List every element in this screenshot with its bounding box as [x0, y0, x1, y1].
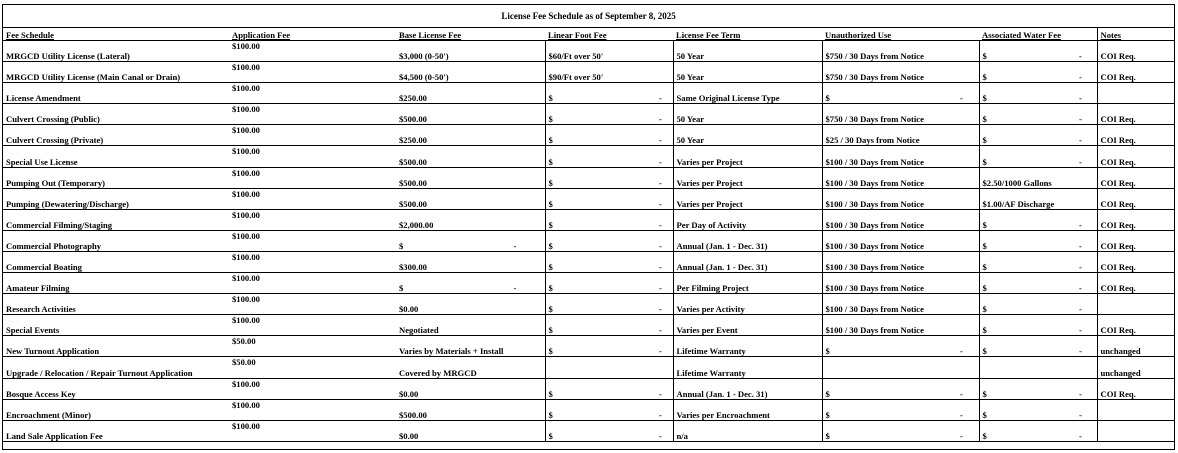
fee-name-cell: Pumping Out (Temporary) — [3, 167, 229, 188]
license-fee-term-cell: Varies per Project — [673, 188, 822, 209]
header-notes: Notes — [1097, 28, 1174, 41]
unauthorized-use-cell: $100 / 30 Days from Notice — [822, 230, 979, 251]
unauthorized-use-cell: $ - — [822, 378, 979, 399]
application-fee-cell: $50.00 — [229, 336, 396, 357]
unauthorized-use-cell: $750 / 30 Days from Notice — [822, 104, 979, 125]
unauthorized-use-cell: $ - — [822, 399, 979, 420]
fee-name-cell: Pumping (Dewatering/Discharge) — [3, 188, 229, 209]
unauthorized-use-cell: $25 / 30 Days from Notice — [822, 125, 979, 146]
fee-schedule-sheet — [2, 4, 1175, 450]
linear-foot-fee-cell: $ - — [545, 188, 673, 209]
application-fee-cell: $100.00 — [229, 125, 396, 146]
license-fee-term-cell: Lifetime Warranty — [673, 357, 822, 378]
notes-cell: unchanged — [1097, 336, 1174, 357]
associated-water-fee-cell: $ - — [979, 399, 1097, 420]
notes-cell: COI Req. — [1097, 167, 1174, 188]
unauthorized-use-cell: $100 / 30 Days from Notice — [822, 188, 979, 209]
linear-foot-fee-cell: $60/Ft over 50' — [545, 41, 673, 62]
fee-name-cell: Special Events — [3, 315, 229, 336]
unauthorized-use-cell: $100 / 30 Days from Notice — [822, 315, 979, 336]
unauthorized-use-cell: $750 / 30 Days from Notice — [822, 62, 979, 83]
base-license-fee-cell: Covered by MRGCD — [396, 357, 545, 378]
license-fee-term-cell: Annual (Jan. 1 - Dec. 31) — [673, 251, 822, 272]
fee-name-cell: Commercial Filming/Staging — [3, 209, 229, 230]
linear-foot-fee-cell: $ - — [545, 209, 673, 230]
linear-foot-fee-cell: $ - — [545, 294, 673, 315]
base-license-fee-cell: Negotiated — [396, 315, 545, 336]
base-license-fee-cell: $4,500 (0-50') — [396, 62, 545, 83]
fee-name-cell: New Turnout Application — [3, 336, 229, 357]
associated-water-fee-cell: $ - — [979, 209, 1097, 230]
linear-foot-fee-cell: $ - — [545, 399, 673, 420]
application-fee-cell: $100.00 — [229, 41, 396, 62]
header-unauthorized-use: Unauthorized Use — [822, 28, 979, 41]
license-fee-term-cell: Annual (Jan. 1 - Dec. 31) — [673, 230, 822, 251]
linear-foot-fee-cell: $ - — [545, 230, 673, 251]
notes-cell — [1097, 83, 1174, 104]
table-row — [3, 188, 1174, 209]
base-license-fee-cell: $250.00 — [396, 83, 545, 104]
base-license-fee-cell: $250.00 — [396, 125, 545, 146]
application-fee-cell: $100.00 — [229, 420, 396, 441]
base-license-fee-cell: $ - — [396, 273, 545, 294]
application-fee-cell: $100.00 — [229, 83, 396, 104]
associated-water-fee-cell: $ - — [979, 104, 1097, 125]
base-license-fee-cell: $0.00 — [396, 378, 545, 399]
unauthorized-use-cell: $100 / 30 Days from Notice — [822, 209, 979, 230]
table-row — [3, 420, 1174, 441]
fee-name-cell: Bosque Access Key — [3, 378, 229, 399]
header-license-fee-term: License Fee Term — [673, 28, 822, 41]
fee-name-cell: Research Activities — [3, 294, 229, 315]
associated-water-fee-cell: $ - — [979, 315, 1097, 336]
notes-cell: COI Req. — [1097, 315, 1174, 336]
table-row — [3, 62, 1174, 83]
license-fee-term-cell: Varies per Encroachment — [673, 399, 822, 420]
license-fee-term-cell: Varies per Event — [673, 315, 822, 336]
application-fee-cell: $100.00 — [229, 378, 396, 399]
unauthorized-use-cell: $750 / 30 Days from Notice — [822, 41, 979, 62]
table-row — [3, 378, 1174, 399]
application-fee-cell: $100.00 — [229, 62, 396, 83]
associated-water-fee-cell: $1.00/AF Discharge — [979, 188, 1097, 209]
unauthorized-use-cell: $ - — [822, 336, 979, 357]
fee-name-cell: Culvert Crossing (Private) — [3, 125, 229, 146]
unauthorized-use-cell: $100 / 30 Days from Notice — [822, 294, 979, 315]
associated-water-fee-cell: $ - — [979, 251, 1097, 272]
license-fee-term-cell: 50 Year — [673, 62, 822, 83]
linear-foot-fee-cell: $ - — [545, 378, 673, 399]
notes-cell — [1097, 420, 1174, 441]
application-fee-cell: $100.00 — [229, 294, 396, 315]
header-linear-foot-fee: Linear Foot Fee — [545, 28, 673, 41]
table-row — [3, 315, 1174, 336]
unauthorized-use-cell — [822, 357, 979, 378]
table-row — [3, 167, 1174, 188]
base-license-fee-cell: $500.00 — [396, 167, 545, 188]
notes-cell — [1097, 294, 1174, 315]
base-license-fee-cell: $500.00 — [396, 104, 545, 125]
associated-water-fee-cell — [979, 357, 1097, 378]
fee-name-cell: Amateur Filming — [3, 273, 229, 294]
fee-name-cell: Land Sale Application Fee — [3, 420, 229, 441]
associated-water-fee-cell: $ - — [979, 336, 1097, 357]
table-row — [3, 357, 1174, 378]
unauthorized-use-cell: $100 / 30 Days from Notice — [822, 146, 979, 167]
license-fee-term-cell: 50 Year — [673, 104, 822, 125]
notes-cell: COI Req. — [1097, 146, 1174, 167]
associated-water-fee-cell: $ - — [979, 83, 1097, 104]
notes-cell: COI Req. — [1097, 104, 1174, 125]
application-fee-cell: $100.00 — [229, 273, 396, 294]
application-fee-cell: $100.00 — [229, 315, 396, 336]
fee-schedule-table — [3, 5, 1174, 442]
header-base-license-fee: Base License Fee — [396, 28, 545, 41]
fee-name-cell: Commercial Photography — [3, 230, 229, 251]
base-license-fee-cell: $500.00 — [396, 399, 545, 420]
table-row — [3, 104, 1174, 125]
table-row — [3, 41, 1174, 62]
base-license-fee-cell: $3,000 (0-50') — [396, 41, 545, 62]
unauthorized-use-cell: $ - — [822, 83, 979, 104]
table-row — [3, 146, 1174, 167]
license-fee-term-cell: Same Original License Type — [673, 83, 822, 104]
application-fee-cell: $100.00 — [229, 251, 396, 272]
notes-cell: unchanged — [1097, 357, 1174, 378]
license-fee-term-cell: 50 Year — [673, 125, 822, 146]
notes-cell — [1097, 399, 1174, 420]
associated-water-fee-cell: $ - — [979, 420, 1097, 441]
application-fee-cell: $100.00 — [229, 399, 396, 420]
fee-name-cell: MRGCD Utility License (Main Canal or Drain) — [3, 62, 229, 83]
header-application-fee: Application Fee — [229, 28, 396, 41]
header-associated-water-fee: Associated Water Fee — [979, 28, 1097, 41]
application-fee-cell: $100.00 — [229, 104, 396, 125]
linear-foot-fee-cell: $ - — [545, 125, 673, 146]
table-row — [3, 294, 1174, 315]
notes-cell: COI Req. — [1097, 230, 1174, 251]
linear-foot-fee-cell: $ - — [545, 104, 673, 125]
table-row — [3, 125, 1174, 146]
license-fee-term-cell: Varies per Project — [673, 167, 822, 188]
application-fee-cell: $50.00 — [229, 357, 396, 378]
associated-water-fee-cell: $ - — [979, 230, 1097, 251]
associated-water-fee-cell: $ - — [979, 146, 1097, 167]
linear-foot-fee-cell: $ - — [545, 146, 673, 167]
table-row — [3, 273, 1174, 294]
notes-cell: COI Req. — [1097, 188, 1174, 209]
linear-foot-fee-cell: $ - — [545, 315, 673, 336]
linear-foot-fee-cell: $ - — [545, 420, 673, 441]
linear-foot-fee-cell: $ - — [545, 251, 673, 272]
base-license-fee-cell: $500.00 — [396, 146, 545, 167]
license-fee-term-cell: Per Day of Activity — [673, 209, 822, 230]
license-fee-term-cell: Varies per Project — [673, 146, 822, 167]
associated-water-fee-cell: $ - — [979, 125, 1097, 146]
base-license-fee-cell: $500.00 — [396, 188, 545, 209]
associated-water-fee-cell: $ - — [979, 41, 1097, 62]
linear-foot-fee-cell: $ - — [545, 273, 673, 294]
application-fee-cell: $100.00 — [229, 230, 396, 251]
fee-name-cell: Commercial Boating — [3, 251, 229, 272]
notes-cell: COI Req. — [1097, 209, 1174, 230]
linear-foot-fee-cell: $ - — [545, 336, 673, 357]
fee-name-cell: Culvert Crossing (Public) — [3, 104, 229, 125]
license-fee-term-cell: n/a — [673, 420, 822, 441]
fee-name-cell: Upgrade / Relocation / Repair Turnout Application — [3, 357, 229, 378]
table-row — [3, 230, 1174, 251]
notes-cell: COI Req. — [1097, 251, 1174, 272]
notes-cell: COI Req. — [1097, 62, 1174, 83]
linear-foot-fee-cell: $ - — [545, 167, 673, 188]
license-fee-term-cell: Varies per Activity — [673, 294, 822, 315]
license-fee-term-cell: Per Filming Project — [673, 273, 822, 294]
base-license-fee-cell: $2,000.00 — [396, 209, 545, 230]
base-license-fee-cell: $ - — [396, 230, 545, 251]
application-fee-cell: $100.00 — [229, 146, 396, 167]
unauthorized-use-cell: $100 / 30 Days from Notice — [822, 167, 979, 188]
associated-water-fee-cell: $ - — [979, 378, 1097, 399]
notes-cell: COI Req. — [1097, 378, 1174, 399]
linear-foot-fee-cell: $90/Ft over 50' — [545, 62, 673, 83]
license-fee-term-cell: 50 Year — [673, 41, 822, 62]
fee-name-cell: Special Use License — [3, 146, 229, 167]
table-title: License Fee Schedule as of September 8, 2025 — [3, 5, 1174, 28]
fee-name-cell: MRGCD Utility License (Lateral) — [3, 41, 229, 62]
associated-water-fee-cell: $ - — [979, 273, 1097, 294]
notes-cell: COI Req. — [1097, 125, 1174, 146]
linear-foot-fee-cell — [545, 357, 673, 378]
base-license-fee-cell: $0.00 — [396, 294, 545, 315]
table-row — [3, 83, 1174, 104]
unauthorized-use-cell: $ - — [822, 420, 979, 441]
associated-water-fee-cell: $2.50/1000 Gallons — [979, 167, 1097, 188]
associated-water-fee-cell: $ - — [979, 294, 1097, 315]
unauthorized-use-cell: $100 / 30 Days from Notice — [822, 273, 979, 294]
application-fee-cell: $100.00 — [229, 209, 396, 230]
base-license-fee-cell: $300.00 — [396, 251, 545, 272]
license-fee-term-cell: Annual (Jan. 1 - Dec. 31) — [673, 378, 822, 399]
header-fee-schedule: Fee Schedule — [3, 28, 229, 41]
notes-cell: COI Req. — [1097, 41, 1174, 62]
base-license-fee-cell: Varies by Materials + Install — [396, 336, 545, 357]
fee-name-cell: Encroachment (Minor) — [3, 399, 229, 420]
header-row — [3, 28, 1174, 41]
linear-foot-fee-cell: $ - — [545, 83, 673, 104]
table-row — [3, 336, 1174, 357]
table-row — [3, 399, 1174, 420]
notes-cell: COI Req. — [1097, 273, 1174, 294]
associated-water-fee-cell: $ - — [979, 62, 1097, 83]
license-fee-term-cell: Lifetime Warranty — [673, 336, 822, 357]
table-row — [3, 251, 1174, 272]
fee-name-cell: License Amendment — [3, 83, 229, 104]
table-row — [3, 209, 1174, 230]
application-fee-cell: $100.00 — [229, 188, 396, 209]
unauthorized-use-cell: $100 / 30 Days from Notice — [822, 251, 979, 272]
application-fee-cell: $100.00 — [229, 167, 396, 188]
base-license-fee-cell: $0.00 — [396, 420, 545, 441]
